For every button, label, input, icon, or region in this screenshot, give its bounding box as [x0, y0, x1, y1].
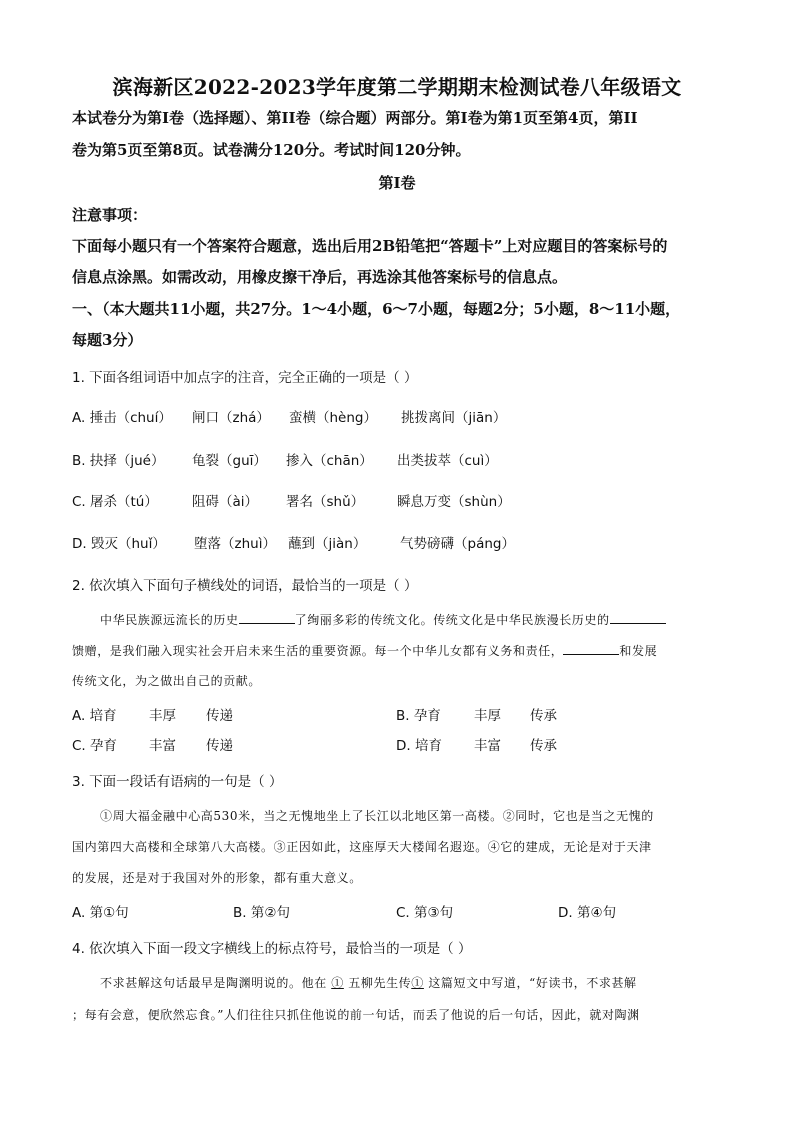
question-2-stem: 2. 依次填入下面句子横线处的词语，最恰当的一项是（ ） [72, 578, 418, 594]
q3-passage-line-2: 国内第四大高楼和全球第八大高楼。③正因如此，这座厚天大楼闻名遐迩。④它的建成，无论是对于天津 [72, 840, 652, 854]
page-title: 滨海新区2022-2023学年度第二学期期末检测试卷八年级语文 [112, 75, 682, 99]
q1-option-a-word-1: A. 捶击（chuí） [72, 410, 172, 426]
notice-line-2: 信息点涂黑。如需改动，用橡皮擦干净后，再选涂其他答案标号的信息点。 [72, 268, 568, 286]
q1-option-d-word-3: 蘸到（jiàn） [288, 536, 367, 552]
q1-option-b-word-3: 掺入（chān） [286, 453, 373, 469]
q2-passage-text-2b: 和发展 [619, 644, 658, 658]
q2-option-d-word-1: D. 培育 [396, 738, 442, 754]
q2-blank-1 [239, 613, 295, 624]
q1-option-d-word-4: 气势磅礴（páng） [400, 536, 515, 552]
section-1-line-1: 一、（本大题共11小题，共27分。1～4小题，6～7小题，每题2分；5小题，8～11小题， [72, 300, 681, 318]
q2-option-c-word-3: 传递 [206, 738, 233, 754]
q2-option-a-word-1: A. 培育 [72, 708, 117, 724]
q1-option-c-word-2: 阻碍（ài） [192, 494, 259, 510]
q1-option-d-word-1: D. 毁灭（huǐ） [72, 536, 166, 552]
question-3-stem: 3. 下面一段话有语病的一句是（ ） [72, 774, 283, 790]
intro-line-1: 本试卷分为第I卷（选择题）、第II卷（综合题）两部分。第I卷为第1页至第4页，第II [72, 109, 638, 127]
q2-blank-3 [563, 644, 619, 655]
q3-option-b: B. 第②句 [233, 905, 290, 921]
q3-passage-line-3: 的发展，还是对于我国对外的形象，都有重大意义。 [72, 871, 362, 885]
question-4-stem: 4. 依次填入下面一段文字横线上的标点符号，最恰当的一项是（ ） [72, 941, 472, 957]
q4-punctuation-blank-2: ① [411, 976, 424, 990]
q1-option-c-word-3: 署名（shǔ） [286, 494, 365, 510]
notice-heading: 注意事项： [72, 206, 148, 224]
q2-option-a-word-2: 丰厚 [149, 708, 176, 724]
q2-passage-line-3: 传统文化，为之做出自己的贡献。 [72, 674, 262, 688]
q4-passage-text-1a: 不求甚解这句话最早是陶渊明说的。他在 [100, 976, 327, 990]
q2-option-d-word-3: 传承 [530, 738, 557, 754]
q3-passage-line-1: ①周大福金融中心高530米，当之无愧地坐上了长江以北地区第一高楼。②同时，它也是当之无愧的 [100, 809, 654, 823]
q2-passage-line-2 [72, 642, 657, 659]
q4-passage-text-1b: 五柳先生传 [348, 976, 412, 990]
q1-option-a-word-3: 蛮横（hèng） [289, 410, 377, 426]
q2-option-c-word-2: 丰富 [149, 738, 176, 754]
q4-passage-line-2: ；每有会意，便欣然忘食。”人们往往只抓住他说的前一句话，而丢了他说的后一句话，因此，就对陶渊 [72, 1008, 640, 1022]
q1-option-a-word-2: 闸口（zhá） [192, 410, 270, 426]
q2-option-c-word-1: C. 孕育 [72, 738, 118, 754]
q2-option-a-word-3: 传递 [206, 708, 233, 724]
q4-passage-text-1c: 这篇短文中写道，“好读书，不求甚解 [428, 976, 637, 990]
q1-option-b-word-2: 龟裂（guī） [192, 453, 267, 469]
volume-label: 第I卷 [378, 174, 416, 192]
q2-passage-text-2a: 馈赠，是我们融入现实社会开启未来生活的重要资源。每一个中华儿女都有义务和责任， [72, 644, 564, 658]
q1-option-b-word-1: B. 抉择（jué） [72, 453, 165, 469]
q3-option-d: D. 第④句 [558, 905, 617, 921]
q1-option-a-word-4: 挑拨离间（jiān） [401, 410, 507, 426]
q2-option-b-word-3: 传承 [530, 708, 557, 724]
section-1-line-2: 每题3分） [72, 331, 143, 349]
q2-passage-text-1a: 中华民族源远流长的历史 [100, 613, 239, 627]
q2-option-d-word-2: 丰富 [474, 738, 501, 754]
q3-option-c: C. 第③句 [396, 905, 454, 921]
q1-option-c-word-1: C. 屠杀（tú） [72, 494, 158, 510]
q1-option-c-word-4: 瞬息万变（shùn） [397, 494, 511, 510]
intro-line-2: 卷为第5页至第8页。试卷满分120分。考试时间120分钟。 [72, 141, 471, 159]
question-1-stem: 1. 下面各组词语中加点字的注音，完全正确的一项是（ ） [72, 370, 418, 386]
q2-passage-text-1b: 了绚丽多彩的传统文化。传统文化是中华民族漫长历史的 [294, 613, 610, 627]
q3-option-a: A. 第①句 [72, 905, 129, 921]
q1-option-d-word-2: 堕落（zhuì） [194, 536, 276, 552]
q2-passage-line-1 [100, 611, 666, 628]
q1-option-b-word-4: 出类拔萃（cuì） [397, 453, 498, 469]
q4-passage-line-1 [100, 974, 637, 991]
q2-option-b-word-2: 丰厚 [474, 708, 501, 724]
notice-line-1: 下面每小题只有一个答案符合题意，选出后用2B铅笔把“答题卡”上对应题目的答案标号的 [72, 237, 668, 255]
q2-blank-2 [610, 613, 666, 624]
q4-punctuation-blank-1: ① [331, 976, 344, 990]
q2-option-b-word-1: B. 孕育 [396, 708, 441, 724]
